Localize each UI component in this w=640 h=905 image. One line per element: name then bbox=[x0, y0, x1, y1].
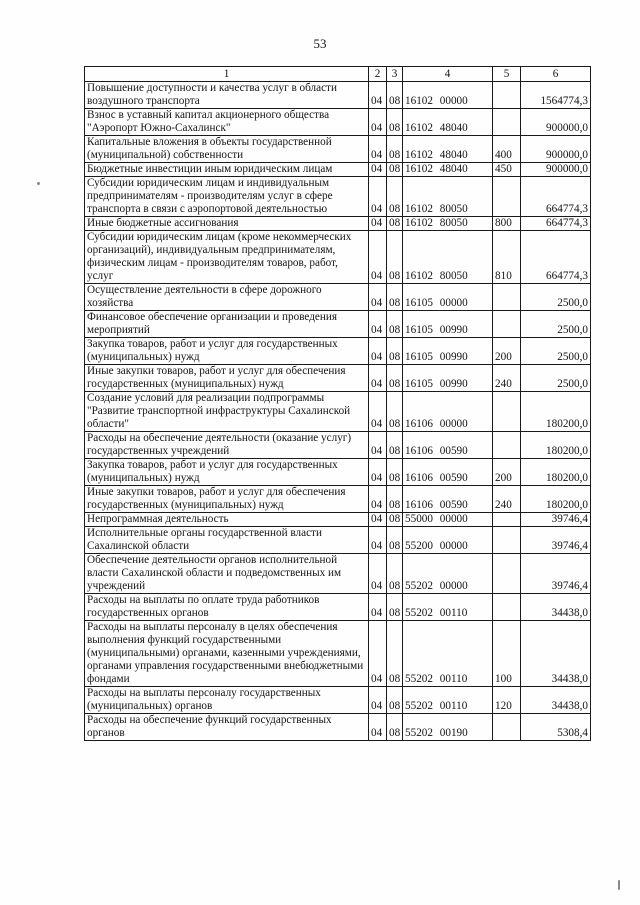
row-name: Исполнительные органы государственной власти Сахалинской области bbox=[85, 527, 369, 554]
row-target-article: 55202 00110 bbox=[403, 594, 493, 621]
table-row bbox=[85, 594, 591, 621]
row-expense-type: 400 bbox=[493, 136, 521, 163]
row-name: Иные бюджетные ассигнования bbox=[85, 217, 369, 231]
row-target-article: 55202 00000 bbox=[403, 554, 493, 594]
row-section: 04 bbox=[369, 594, 387, 621]
row-subsection: 08 bbox=[387, 486, 403, 513]
row-section: 04 bbox=[369, 284, 387, 311]
table-row bbox=[85, 513, 591, 527]
row-expense-type: 240 bbox=[493, 486, 521, 513]
row-name: Осуществление деятельности в сфере дорожного хозяйства bbox=[85, 284, 369, 311]
table-row bbox=[85, 109, 591, 136]
row-target-article: 16105 00000 bbox=[403, 284, 493, 311]
row-name: Иные закупки товаров, работ и услуг для обеспечения государственных (муниципальных) нужд bbox=[85, 486, 369, 513]
row-name: Расходы на выплаты персоналу государственных (муниципальных) органов bbox=[85, 687, 369, 714]
row-subsection: 08 bbox=[387, 432, 403, 459]
table-row bbox=[85, 432, 591, 459]
row-subsection: 08 bbox=[387, 621, 403, 687]
row-name: Повышение доступности и качества услуг в области воздушного транспорта bbox=[85, 82, 369, 109]
row-amount: 180200,0 bbox=[521, 459, 591, 486]
row-subsection: 08 bbox=[387, 136, 403, 163]
row-target-article: 16102 48040 bbox=[403, 136, 493, 163]
table-header-row bbox=[85, 67, 591, 82]
row-section: 04 bbox=[369, 513, 387, 527]
row-name: Обеспечение деятельности органов исполнительной власти Сахалинской области и подведомственных им учреждений bbox=[85, 554, 369, 594]
row-expense-type bbox=[493, 714, 521, 741]
table-row bbox=[85, 527, 591, 554]
row-name: Субсидии юридическим лицам и индивидуальным предпринимателям - производителям услуг в сфере транспорта в связи с аэропортовой деятельностью bbox=[85, 177, 369, 217]
row-subsection: 08 bbox=[387, 231, 403, 284]
scan-speck bbox=[37, 182, 40, 185]
row-name: Финансовое обеспечение организации и проведения мероприятий bbox=[85, 311, 369, 338]
row-name: Закупка товаров, работ и услуг для государственных (муниципальных) нужд bbox=[85, 338, 369, 365]
column-header-3: 3 bbox=[387, 67, 403, 82]
row-expense-type: 200 bbox=[493, 459, 521, 486]
row-expense-type: 200 bbox=[493, 338, 521, 365]
row-target-article: 16102 80050 bbox=[403, 217, 493, 231]
row-subsection: 08 bbox=[387, 217, 403, 231]
table-row bbox=[85, 687, 591, 714]
row-target-article: 16106 00590 bbox=[403, 486, 493, 513]
row-name: Иные закупки товаров, работ и услуг для обеспечения государственных (муниципальных) нужд bbox=[85, 365, 369, 392]
column-header-6: 6 bbox=[521, 67, 591, 82]
row-subsection: 08 bbox=[387, 594, 403, 621]
row-expense-type: 800 bbox=[493, 217, 521, 231]
row-target-article: 55202 00110 bbox=[403, 687, 493, 714]
row-name: Создание условий для реализации подпрограммы "Развитие транспортной инфраструктуры Сахалинской области" bbox=[85, 392, 369, 432]
row-section: 04 bbox=[369, 217, 387, 231]
row-target-article: 16105 00990 bbox=[403, 365, 493, 392]
row-amount: 180200,0 bbox=[521, 392, 591, 432]
row-section: 04 bbox=[369, 432, 387, 459]
row-amount: 664774,3 bbox=[521, 217, 591, 231]
row-expense-type: 120 bbox=[493, 687, 521, 714]
row-expense-type bbox=[493, 594, 521, 621]
row-section: 04 bbox=[369, 687, 387, 714]
table-row bbox=[85, 163, 591, 177]
row-amount: 34438,0 bbox=[521, 621, 591, 687]
row-expense-type bbox=[493, 554, 521, 594]
row-amount: 900000,0 bbox=[521, 109, 591, 136]
table-row bbox=[85, 714, 591, 741]
table-row bbox=[85, 82, 591, 109]
row-target-article: 16102 80050 bbox=[403, 177, 493, 217]
row-amount: 900000,0 bbox=[521, 163, 591, 177]
row-amount: 664774,3 bbox=[521, 231, 591, 284]
row-section: 04 bbox=[369, 714, 387, 741]
row-expense-type bbox=[493, 432, 521, 459]
row-name: Взнос в уставный капитал акционерного общества "Аэропорт Южно-Сахалинск" bbox=[85, 109, 369, 136]
scan-speck bbox=[618, 880, 620, 890]
row-name: Субсидии юридическим лицам (кроме некоммерческих организаций), индивидуальным предпринимателям, физическим лицам - производителям товаров, работ, услуг bbox=[85, 231, 369, 284]
row-expense-type: 240 bbox=[493, 365, 521, 392]
row-amount: 180200,0 bbox=[521, 432, 591, 459]
row-subsection: 08 bbox=[387, 163, 403, 177]
row-subsection: 08 bbox=[387, 527, 403, 554]
row-target-article: 16106 00590 bbox=[403, 459, 493, 486]
row-target-article: 55202 00190 bbox=[403, 714, 493, 741]
row-name: Расходы на выплаты по оплате труда работников государственных органов bbox=[85, 594, 369, 621]
row-section: 04 bbox=[369, 82, 387, 109]
row-amount: 180200,0 bbox=[521, 486, 591, 513]
table-row bbox=[85, 486, 591, 513]
table-row bbox=[85, 459, 591, 486]
row-name: Капитальные вложения в объекты государственной (муниципальной) собственности bbox=[85, 136, 369, 163]
table-row bbox=[85, 365, 591, 392]
row-subsection: 08 bbox=[387, 109, 403, 136]
row-section: 04 bbox=[369, 163, 387, 177]
row-amount: 5308,4 bbox=[521, 714, 591, 741]
row-target-article: 16102 80050 bbox=[403, 231, 493, 284]
page-number: 53 bbox=[313, 36, 327, 51]
row-amount: 2500,0 bbox=[521, 311, 591, 338]
table-row bbox=[85, 554, 591, 594]
row-subsection: 08 bbox=[387, 365, 403, 392]
row-name: Закупка товаров, работ и услуг для государственных (муниципальных) нужд bbox=[85, 459, 369, 486]
row-amount: 34438,0 bbox=[521, 594, 591, 621]
column-header-5: 5 bbox=[493, 67, 521, 82]
row-name: Бюджетные инвестиции иным юридическим лицам bbox=[85, 163, 369, 177]
row-section: 04 bbox=[369, 231, 387, 284]
budget-table bbox=[84, 66, 591, 741]
row-amount: 39746,4 bbox=[521, 527, 591, 554]
row-amount: 39746,4 bbox=[521, 513, 591, 527]
row-expense-type: 100 bbox=[493, 621, 521, 687]
row-section: 04 bbox=[369, 486, 387, 513]
row-subsection: 08 bbox=[387, 284, 403, 311]
row-section: 04 bbox=[369, 392, 387, 432]
row-target-article: 55000 00000 bbox=[403, 513, 493, 527]
row-expense-type bbox=[493, 177, 521, 217]
row-amount: 2500,0 bbox=[521, 338, 591, 365]
row-section: 04 bbox=[369, 459, 387, 486]
row-amount: 34438,0 bbox=[521, 687, 591, 714]
row-section: 04 bbox=[369, 621, 387, 687]
row-amount: 2500,0 bbox=[521, 365, 591, 392]
row-expense-type: 450 bbox=[493, 163, 521, 177]
table-row bbox=[85, 392, 591, 432]
row-subsection: 08 bbox=[387, 82, 403, 109]
row-subsection: 08 bbox=[387, 311, 403, 338]
row-target-article: 16102 00000 bbox=[403, 82, 493, 109]
row-expense-type bbox=[493, 82, 521, 109]
row-subsection: 08 bbox=[387, 177, 403, 217]
row-expense-type bbox=[493, 392, 521, 432]
row-amount: 664774,3 bbox=[521, 177, 591, 217]
row-target-article: 55200 00000 bbox=[403, 527, 493, 554]
column-header-4: 4 bbox=[403, 67, 493, 82]
row-subsection: 08 bbox=[387, 392, 403, 432]
row-name: Расходы на обеспечение функций государственных органов bbox=[85, 714, 369, 741]
table-row bbox=[85, 217, 591, 231]
row-section: 04 bbox=[369, 311, 387, 338]
row-subsection: 08 bbox=[387, 459, 403, 486]
row-amount: 39746,4 bbox=[521, 554, 591, 594]
row-expense-type bbox=[493, 527, 521, 554]
row-section: 04 bbox=[369, 177, 387, 217]
table-row bbox=[85, 338, 591, 365]
row-target-article: 16102 48040 bbox=[403, 163, 493, 177]
row-section: 04 bbox=[369, 109, 387, 136]
row-target-article: 16102 48040 bbox=[403, 109, 493, 136]
row-name: Расходы на обеспечение деятельности (оказание услуг) государственных учреждений bbox=[85, 432, 369, 459]
row-subsection: 08 bbox=[387, 338, 403, 365]
table-row bbox=[85, 177, 591, 217]
row-expense-type bbox=[493, 284, 521, 311]
row-section: 04 bbox=[369, 527, 387, 554]
column-header-1: 1 bbox=[85, 67, 369, 82]
row-section: 04 bbox=[369, 365, 387, 392]
row-expense-type bbox=[493, 109, 521, 136]
table-row bbox=[85, 136, 591, 163]
row-target-article: 16105 00990 bbox=[403, 338, 493, 365]
row-target-article: 16106 00590 bbox=[403, 432, 493, 459]
row-section: 04 bbox=[369, 136, 387, 163]
row-name: Непрограммная деятельность bbox=[85, 513, 369, 527]
row-amount: 900000,0 bbox=[521, 136, 591, 163]
row-target-article: 55202 00110 bbox=[403, 621, 493, 687]
row-subsection: 08 bbox=[387, 687, 403, 714]
row-subsection: 08 bbox=[387, 513, 403, 527]
row-section: 04 bbox=[369, 338, 387, 365]
table-row bbox=[85, 284, 591, 311]
table-row bbox=[85, 231, 591, 284]
row-name: Расходы на выплаты персоналу в целях обеспечения выполнения функций государственными (муниципальными) органами, казенными учреждениями, органами управления государственными внебюджетными фондами bbox=[85, 621, 369, 687]
row-section: 04 bbox=[369, 554, 387, 594]
row-target-article: 16105 00990 bbox=[403, 311, 493, 338]
table-row bbox=[85, 311, 591, 338]
row-subsection: 08 bbox=[387, 714, 403, 741]
table-row bbox=[85, 621, 591, 687]
column-header-2: 2 bbox=[369, 67, 387, 82]
row-subsection: 08 bbox=[387, 554, 403, 594]
row-expense-type bbox=[493, 513, 521, 527]
row-expense-type bbox=[493, 311, 521, 338]
row-target-article: 16106 00000 bbox=[403, 392, 493, 432]
row-amount: 2500,0 bbox=[521, 284, 591, 311]
row-expense-type: 810 bbox=[493, 231, 521, 284]
row-amount: 1564774,3 bbox=[521, 82, 591, 109]
